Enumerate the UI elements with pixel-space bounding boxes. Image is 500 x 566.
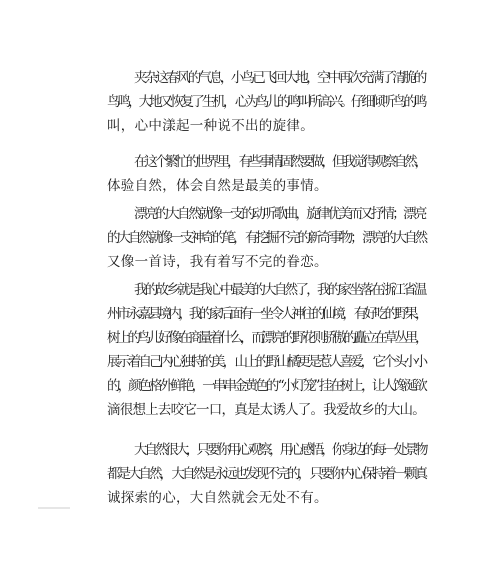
- paragraph-hometown: [80, 278, 425, 422]
- text-line: 漂亮的大自然就像一支的动听歌曲，旋律优美而又抒情；漂亮: [134, 206, 425, 222]
- text-line: 体验自然，体会自然是最美的事情。: [107, 178, 328, 194]
- text-line: 树上的鸟儿好像在商量着什么， 而漂亮的野花则骄傲的矗立在草丛里，: [107, 330, 426, 346]
- text-line: 叫，心中漾起一种说不出的旋律。: [107, 118, 314, 134]
- text-line: 大自然很大，只要你用心观察，用心感悟，你身边的每一处景物: [134, 442, 426, 458]
- paragraph-busy-world: [80, 150, 425, 198]
- text-line: 诚探索的心，大自然就会无处不有。: [107, 490, 328, 506]
- text-line: 夹杂这春风的气息，小鸟已飞回大地，空中再次充满了清脆的: [134, 70, 425, 86]
- faint-divider: [38, 507, 70, 509]
- text-line: 滴很想上去咬它一口，真是太诱人了。我爱故乡的大山。: [107, 402, 425, 418]
- text-line: 我的故乡就是我心中最美的大自然了，我的家坐落在浙江省温: [134, 282, 425, 298]
- paragraph-beautiful-nature: [80, 202, 425, 274]
- paragraph-spring-birds: [80, 66, 425, 138]
- text-line: 在这个繁忙的世界里， 有些事情固然要做，但我觉得观察自然，: [134, 154, 425, 170]
- text-line: 都是大自然， 大自然是永远也发现不完的， 只要你内心保持着一颗真: [107, 466, 426, 482]
- text-line: 又像一首诗，我有着写不完的眷恋。: [107, 254, 328, 270]
- text-line: 展示着自己内心独特的美， 山上的野山橘更是惹人喜爱， 它个头小小: [107, 354, 426, 370]
- text-line: 的大自然就像一支神奇的笔， 有挖掘不完的新奇事物； 漂亮的大自然: [107, 230, 426, 246]
- text-line: 鸟鸣，大地又恢复了生机， 心为鸟儿的鸣叫所高兴。仔细倾听鸟的鸣: [107, 94, 425, 110]
- text-line: 州市永嘉县境内，我的家后面有一坐令人神往的仙境， 有好吃的野果，: [107, 306, 426, 322]
- text-line: 的，颜色格外鲜艳，一串串金黄色的 “小灯笼” 挂在树上，让人馋涎欲: [107, 378, 425, 394]
- paragraph-nature-everywhere: [80, 438, 425, 510]
